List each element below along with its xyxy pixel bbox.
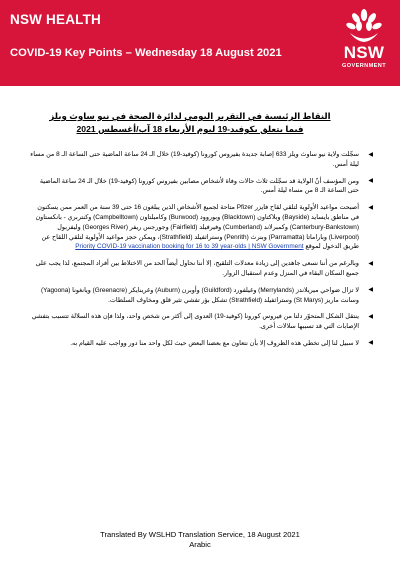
point-text: ومن المؤسف أنّ الولاية قد سجّلت ثلاث حالات وفاة لأشخاص مصابين بفيروس كورونا (كوفيد-19) خلال الـ 24 ساعة الماضية حتى الساعة الـ 8 من مساء ليلة أمس. xyxy=(39,177,359,195)
point-text: لا سبيل لنا إلى تخطي هذه الظروف إلا بأن نتعاون مع بعضنا البعض حيث لكل واحد منا دور وواجب عليه القيام به. xyxy=(70,339,359,347)
point-text: سجّلت ولاية نيو ساوث ويلز 633 إصابة جديدة بفيروس كورونا (كوفيد-19) خلال الـ 24 ساعة الماضية حتى الساعة الـ 8 من مساء ليلة أمس. xyxy=(30,151,359,168)
list-item xyxy=(28,150,373,170)
point-text: أصبحت مواعيد الأولوية لتلقي لقاح فايزر Pfizer متاحة لجميع الأشخاص الذين يبلغون 16 حتى 39 سنة من العمر ممن يسكنون في مناطق بايسايد (Bayside) وبلاكتاون (Blacktown) وبوروود (Burwood) وكامبلتاون (Campbelltown) وكنتربري - بانكستاون (Canterbury-Bankstown) وكمبرلاند (Cumberland) وفيرفيلد (Fairfield) وجورجس ريفر (Georges River) وليفربول (Liverpool) وباراماتا (Parramatta) وبنرث (Penrith) وستراثفيلد (Strathfield)، ويمكن حجز مواعيد الأولوية لتلقي اللقاح عن طريق الدخول لموقع xyxy=(35,204,359,251)
bullet-arrow-icon: ◀ xyxy=(368,204,373,211)
logo-subtext: GOVERNMENT xyxy=(341,63,387,69)
org-title: NSW HEALTH xyxy=(10,12,101,27)
point-text: ينتقل الشكل المتحوّر دلتا من فيروس كورونا (كوفيد-19) العدوى إلى أكثر من شخص واحد، ولذا فإن هذه السلالة تتسبب بتفشي الإصابات التي قد تسببها سلالات أخرى. xyxy=(31,313,359,331)
point-text: وبالرغم من أننا نسعى جاهدين إلى زيادة معدلات التلقيح، إلا أننا نحاول أيضاً الحد من الاختلاط بين أفراد المجتمع، لذا يجب على جميع السكان البقاء في المنزل وعدم استقبال الزوار. xyxy=(35,260,359,277)
footer xyxy=(0,530,400,550)
nsw-government-logo xyxy=(336,8,392,80)
key-points-list xyxy=(28,150,373,356)
list-item xyxy=(28,286,373,306)
bullet-arrow-icon: ◀ xyxy=(368,178,373,185)
bullet-arrow-icon: ◀ xyxy=(368,340,373,347)
vaccination-booking-link[interactable]: Priority COVID-19 vaccination booking for 16 to 39 year-olds | NSW Government xyxy=(75,243,304,251)
bullet-arrow-icon: ◀ xyxy=(368,287,373,294)
list-item xyxy=(28,312,373,332)
title-line-2: فيما يتعلق بكوفيد-19 ليوم الأربعاء 18 آب/أغسطس 2021 xyxy=(76,124,304,134)
document-subtitle: COVID-19 Key Points – Wednesday 18 August 2021 xyxy=(10,47,282,59)
list-item xyxy=(28,259,373,279)
title-line-1: النقاط الرئيسية في التقرير اليومي لدائرة الصحة في نيو ساوث ويلز xyxy=(49,111,331,121)
bullet-arrow-icon: ◀ xyxy=(368,313,373,320)
point-text: لا تزال ضواحي ميريلاندز (Merrylands) وغيلفورد (Guildford) وأوبرن (Auburn) وغرينايكر (Greenacre) ويانغونا (Yagoona) وسانت ماريز (St Marys) وستراثفيلد (Strathfield) تشكل بؤر تفشي تثير قلق ومخاوف السلطات. xyxy=(41,286,359,304)
header-banner xyxy=(0,0,400,86)
translation-credit: Translated By WSLHD Translation Service, 18 August 2021 xyxy=(100,530,300,539)
logo-text: NSW xyxy=(343,43,385,62)
bullet-arrow-icon: ◀ xyxy=(368,260,373,267)
list-item xyxy=(28,177,373,197)
language-label: Arabic xyxy=(189,540,211,549)
document-title xyxy=(40,110,340,136)
list-item xyxy=(28,203,373,252)
list-item xyxy=(28,339,373,349)
waratah-icon xyxy=(344,8,384,44)
bullet-arrow-icon: ◀ xyxy=(368,151,373,158)
